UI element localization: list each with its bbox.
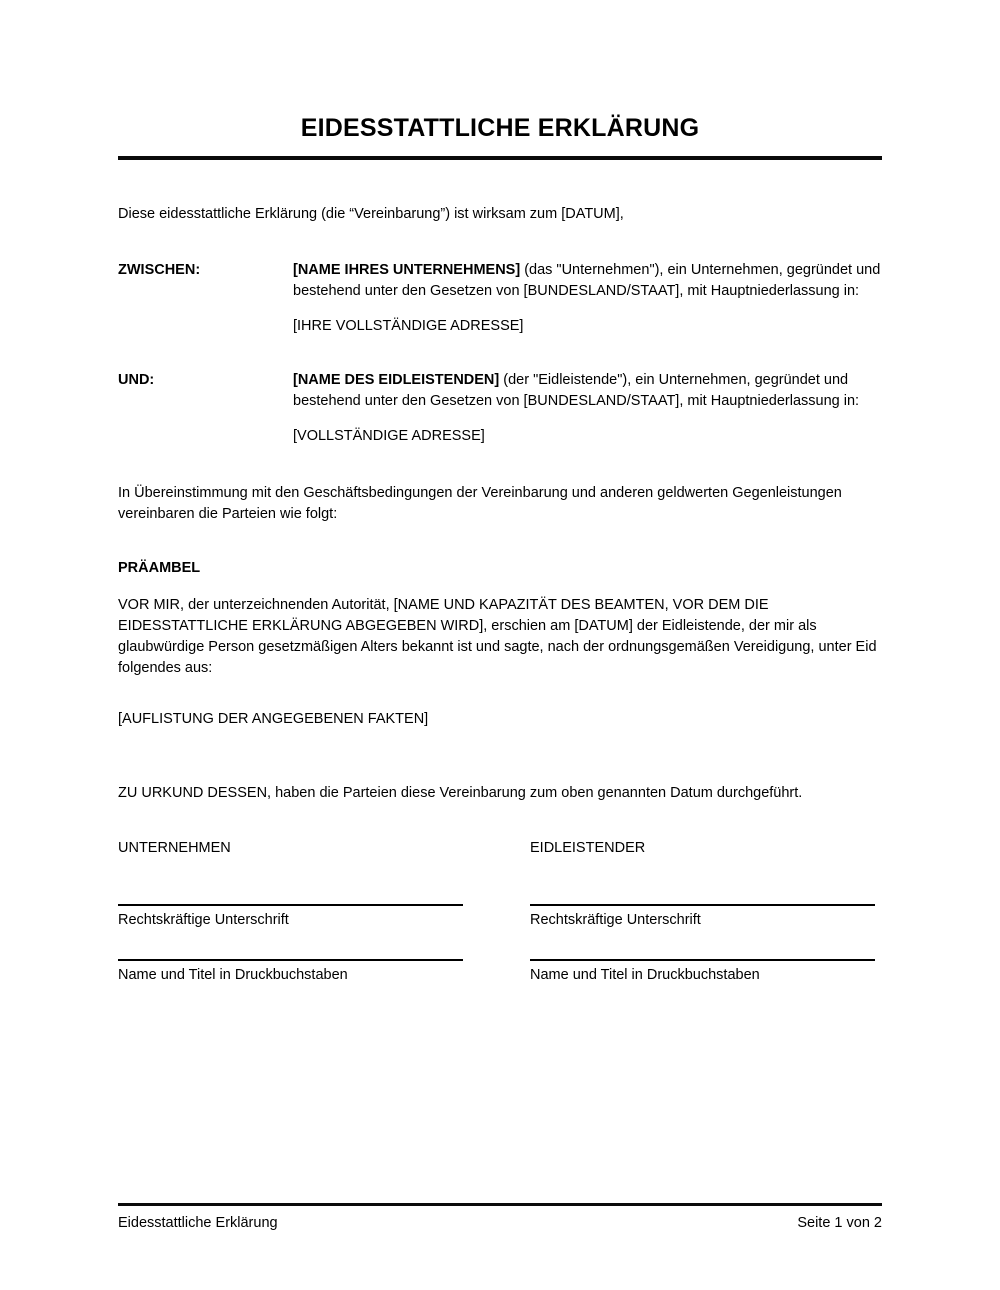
facts-placeholder: [AUFLISTUNG DER ANGEGEBENEN FAKTEN] bbox=[118, 711, 429, 727]
preamble-paragraph: VOR MIR, der unterzeichnenden Autorität, [NAME UND KAPAZITÄT DES BEAMTEN, VOR DEM DIE EIDESSTATTLICHE ERKLÄRUNG ABGEGEBEN WIRD], erschien am [DATUM] der Eidleistende, der mir als glaubwürdige Person gesetzmäßigen Alters bekannt ist und sagte, nach der ordnungsgemäßen Vereidigung, unter Eid folgendes aus: bbox=[118, 597, 877, 676]
signature-line-label: Rechtskräftige Unterschrift bbox=[530, 904, 875, 931]
printed-name-line-label: Name und Titel in Druckbuchstaben bbox=[118, 959, 463, 986]
consideration-paragraph: In Übereinstimmung mit den Geschäftsbedingungen der Vereinbarung und anderen geldwerten Gegenleistungen vereinbaren die Parteien wie folgt: bbox=[118, 485, 842, 522]
party-content-zwischen bbox=[293, 260, 882, 337]
party-content-und bbox=[293, 370, 882, 447]
signature-heading-affiant: EIDLEISTENDER bbox=[530, 840, 646, 856]
title-divider-rule bbox=[118, 156, 882, 160]
intro-paragraph: Diese eidesstattliche Erklärung (die “Vereinbarung”) ist wirksam zum [DATUM], bbox=[118, 206, 624, 222]
witness-clause-paragraph: ZU URKUND DESSEN, haben die Parteien diese Vereinbarung zum oben genannten Datum durchgeführt. bbox=[118, 785, 803, 801]
signature-block-company bbox=[118, 838, 463, 986]
signature-block-affiant bbox=[530, 838, 875, 986]
footer-divider-rule bbox=[118, 1203, 882, 1206]
preamble-heading: PRÄAMBEL bbox=[118, 560, 201, 576]
document-title: EIDESSTATTLICHE ERKLÄRUNG bbox=[300, 114, 700, 142]
page-footer bbox=[118, 1203, 882, 1234]
party-block-zwischen bbox=[118, 260, 882, 337]
party-block-und bbox=[118, 370, 882, 447]
party-description bbox=[293, 260, 882, 302]
party-name-placeholder: [NAME IHRES UNTERNEHMENS] bbox=[293, 262, 521, 278]
signature-heading-company: UNTERNEHMEN bbox=[118, 840, 231, 856]
printed-name-line-label: Name und Titel in Druckbuchstaben bbox=[530, 959, 875, 986]
signature-section bbox=[118, 838, 882, 986]
footer-document-name: Eidesstattliche Erklärung bbox=[118, 1215, 278, 1231]
party-address-placeholder: [VOLLSTÄNDIGE ADRESSE] bbox=[293, 428, 485, 444]
party-label-und: UND: bbox=[118, 372, 155, 388]
party-description-text: (das "Unternehmen"), ein Unternehmen, gegründet und bestehend unter den Gesetzen von [BUNDESLAND/STAAT], mit Hauptniederlassung in: bbox=[293, 262, 881, 299]
footer-page-number: Seite 1 von 2 bbox=[797, 1215, 882, 1231]
signature-line-label: Rechtskräftige Unterschrift bbox=[118, 904, 463, 931]
party-label-zwischen: ZWISCHEN: bbox=[118, 262, 201, 278]
footer-text-row bbox=[118, 1213, 882, 1234]
party-address-placeholder: [IHRE VOLLSTÄNDIGE ADRESSE] bbox=[293, 318, 524, 334]
party-name-placeholder: [NAME DES EIDLEISTENDEN] bbox=[293, 372, 500, 388]
party-description bbox=[293, 370, 882, 412]
party-description-text: (der "Eidleistende"), ein Unternehmen, gegründet und bestehend unter den Gesetzen von [BUNDESLAND/STAAT], mit Hauptniederlassung in: bbox=[293, 372, 860, 409]
